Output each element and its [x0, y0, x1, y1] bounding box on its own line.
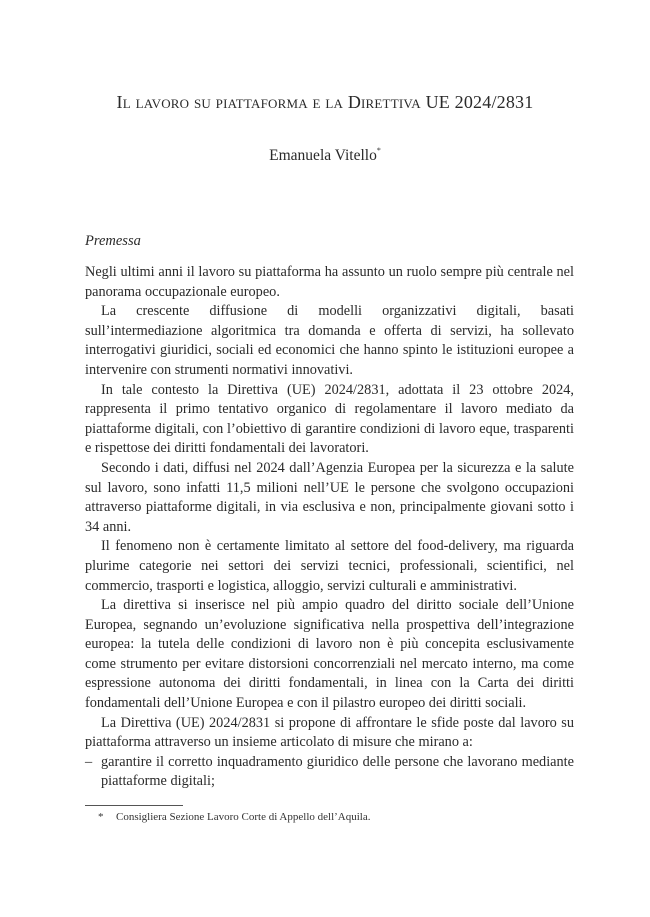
paragraph-7: La Direttiva (UE) 2024/2831 si propone di affrontare le sfide poste dal lavoro su piattaforma attraverso un insieme articolato di misure che mirano a: [85, 714, 574, 751]
list-item [85, 753, 574, 792]
paragraph-5: Il fenomeno non è certamente limitato al settore del food-delivery, ma riguarda plurime categorie nei settori dei servizi tecnici, professionali, scientifici, nel commercio, trasporti e logistica, alloggio, servizi culturali e amministrativi. [85, 538, 574, 594]
footnote-text: Consigliera Sezione Lavoro Corte di Appello dell’Aquila. [116, 811, 371, 823]
list-item-text: garantire il corretto inquadramento giuridico delle persone che lavorano mediante piattaforme digitali; [101, 753, 574, 790]
paragraph-4: Secondo i dati, diffusi nel 2024 dall’Agenzia Europea per la sicurezza e la salute sul lavoro, sono infatti 11,5 milioni nell’UE le persone che svolgono occupazioni attraverso piattaforme digitali, in via esclusiva e non, principalmente giovani sotto i 34 anni. [85, 459, 574, 535]
footnote-mark: * [98, 811, 104, 823]
list-item-marker: – [85, 753, 93, 770]
author-footnote-mark: * [376, 146, 381, 155]
paragraph-6: La direttiva si inserisce nel più ampio quadro del diritto sociale dell’Unione Europea, segnando un’evoluzione significativa nella prospettiva dell’integrazione europea: la tutela delle condizioni di lavoro non è più concepita esclusivamente come strumento per evitare distorsioni concorrenziali nel mercato interno, ma come espressione autonoma dei diritti fondamentali, in linea con la Carta dei diritti fondamentali dell’Unione Europea e con il pilastro europeo dei diritti sociali. [85, 597, 574, 712]
body-text [85, 263, 574, 792]
footnote-separator [85, 805, 183, 806]
section-heading: Premessa [85, 233, 141, 249]
author-line [0, 146, 650, 165]
paragraph-2: La crescente diffusione di modelli organizzativi digitali, basati sull’intermediazione algoritmica tra domanda e offerta di servizi, ha sollevato interrogativi giuridici, sociali ed economici che hanno spinto le istituzioni europee a intervenire con strumenti normativi innovativi. [85, 303, 574, 378]
footnote [98, 811, 370, 823]
paragraph-1: Negli ultimi anni il lavoro su piattaforma ha assunto un ruolo sempre più centrale nel panorama occupazionale europeo. [85, 264, 574, 300]
paragraph-3: In tale contesto la Direttiva (UE) 2024/2831, adottata il 23 ottobre 2024, rappresenta il primo tentativo organico di regolamentare il lavoro mediato da piattaforme digitali, con l’obiettivo di garantire condizioni di lavoro eque, trasparenti e rispettose dei diritti fondamentali dei lavoratori. [85, 381, 574, 457]
article-title: Il lavoro su piattaforma e la Direttiva UE 2024/2831 [116, 92, 534, 112]
author-name: Emanuela Vitello [269, 147, 377, 164]
